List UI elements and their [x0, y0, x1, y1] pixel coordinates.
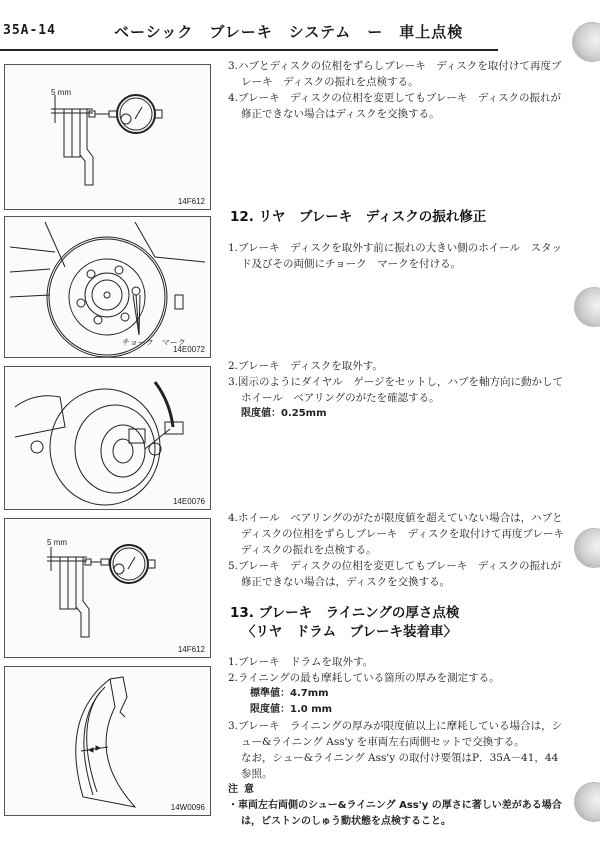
limit-value: 限度値：1.0 mm: [250, 704, 333, 715]
limit-value: 限度値：0.25mm: [241, 408, 327, 419]
step-5: 5.ブレーキ ディスクの位相を変更してもブレーキ ディスクの振れが修正できない場合は，ディスクを交換する。: [228, 560, 561, 588]
figure-code: 14W0096: [170, 803, 205, 812]
step-3: 3.ハブとディスクの位相をずらしブレーキ ディスクを取付けて再度ブレーキ ディスクの振れを点検する。: [228, 60, 562, 88]
step-2: 2.ブレーキ ディスクを取外す。: [228, 360, 383, 372]
standard-value: 標準値：4.7mm: [250, 688, 329, 699]
step-3: 3.図示のようにダイヤル ゲージをセットし，ハブを軸方向に動かしてホイール ベアリングのがたを確認する。: [228, 376, 563, 404]
step-2: 2.ライニングの最も摩耗している箇所の厚みを測定する。: [228, 672, 500, 684]
runout-steps-continued: [228, 58, 568, 122]
hub-dial-gauge-illustration: [5, 367, 210, 509]
section-13-heading-line2: 〈リヤ ドラム ブレーキ装着車〉: [242, 624, 458, 640]
step-1: 1.ブレーキ ドラムを取外す。: [228, 656, 374, 668]
section-13-steps: [228, 654, 568, 830]
figure-brake-shoe-lining: [4, 666, 211, 816]
dial-gauge-illustration: [5, 65, 210, 209]
figure-code: 14F612: [177, 197, 205, 206]
section-12-steps-4-5: [228, 510, 575, 590]
installation-reference: なお，シュー&ライニング Ass'y の取付け要領はP．35A－41，44参照。: [241, 752, 559, 780]
svg-text:5 mm: 5 mm: [47, 538, 67, 547]
dial-gauge-illustration: [5, 519, 210, 657]
figure-hub-bearing-play: [4, 366, 211, 510]
figure-code: 14F612: [177, 645, 205, 654]
header-divider: [0, 49, 498, 51]
caution-item: ・車両左右両側のシュー&ライニング Ass'y の厚さに著しい差がある場合は，ピストンのしゅう動状態を点検すること。: [228, 800, 562, 827]
step-3: 3.ブレーキ ライニングの厚みが限度値以上に摩耗している場合は，シュー&ライニング Ass'y を車両左右両側セットで交換する。: [228, 720, 563, 748]
svg-text:5 mm: 5 mm: [51, 88, 71, 97]
punch-hole-top: [572, 22, 600, 62]
section-13-heading-line1: 13. ブレーキ ライニングの厚さ点検: [230, 605, 460, 621]
step-4: 4.ブレーキ ディスクの位相を変更してもブレーキ ディスクの振れが修正できない場合はディスクを交換する。: [228, 92, 561, 120]
step-4: 4.ホイール ベアリングのがたが限度値を超えていない場合は，ハブとディスクの位相をずらしブレーキ ディスクを取付けて再度ブレーキ ディスクの振れを点検する。: [228, 512, 575, 556]
figure-code: 14E0076: [172, 497, 205, 506]
step-1: 1.ブレーキ ディスクを取外す前に振れの大きい側のホイール スタッド及びその両側にチョーク マークを付ける。: [228, 242, 563, 270]
figure-dial-gauge-2: [4, 518, 211, 658]
brake-disc-illustration: [5, 217, 210, 357]
punch-hole-middle: [574, 287, 600, 327]
punch-hole-lower: [574, 528, 600, 568]
punch-hole-bottom: [574, 782, 600, 822]
section-12-steps-2-3: [228, 358, 568, 422]
figure-code: 14E0072: [172, 345, 205, 354]
section-12-heading: 12. リヤ ブレーキ ディスクの振れ修正: [230, 209, 487, 225]
section-13-heading: [230, 604, 459, 642]
page-title: ベーシック ブレーキ システム ー 車上点検: [114, 23, 464, 41]
page-header: [0, 0, 600, 52]
figure-dial-gauge-1: [4, 64, 211, 210]
figure-rear-brake-disc: [4, 216, 211, 358]
svg-text:チョーク マーク: チョーク マーク: [122, 338, 186, 347]
page-number: 35A-14: [3, 23, 56, 38]
brake-shoe-illustration: [5, 667, 210, 815]
caution-heading: 注意: [228, 784, 260, 795]
section-12-step-1: [228, 240, 568, 272]
